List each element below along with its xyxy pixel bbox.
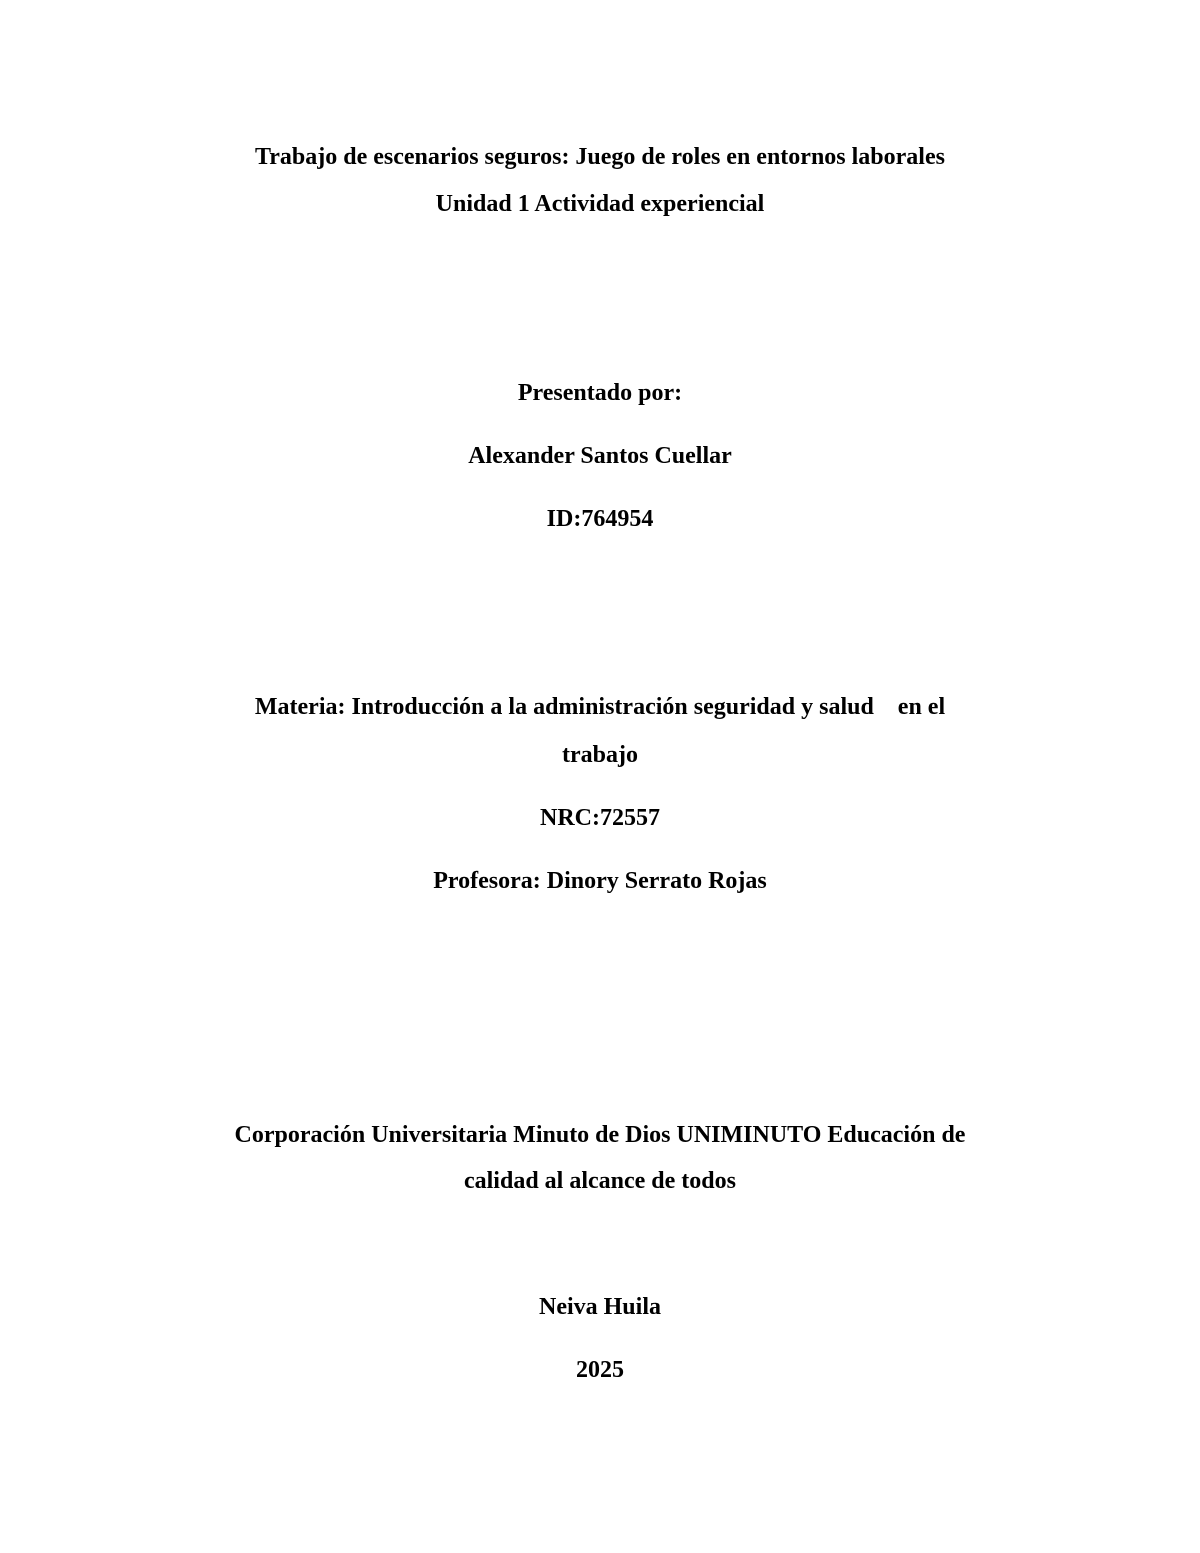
student-id: ID:764954	[546, 506, 654, 532]
document-subtitle: Unidad 1 Actividad experiencial	[435, 191, 765, 217]
subject-line-1: Materia: Introducción a la administración seguridad y salud en el	[254, 694, 946, 720]
subject-line-2: trabajo	[562, 742, 638, 768]
professor-name: Profesora: Dinory Serrato Rojas	[433, 868, 767, 894]
institution-line-2: calidad al alcance de todos	[463, 1168, 736, 1194]
presented-by-label: Presentado por:	[517, 380, 683, 406]
institution-line-1: Corporación Universitaria Minuto de Dios UNIMINUTO Educación de	[234, 1122, 966, 1148]
year: 2025	[576, 1357, 624, 1383]
author-name: Alexander Santos Cuellar	[468, 443, 732, 469]
course-nrc: NRC:72557	[540, 805, 660, 831]
document-title: Trabajo de escenarios seguros: Juego de roles en entornos laborales	[255, 144, 945, 170]
city: Neiva Huila	[538, 1294, 661, 1320]
